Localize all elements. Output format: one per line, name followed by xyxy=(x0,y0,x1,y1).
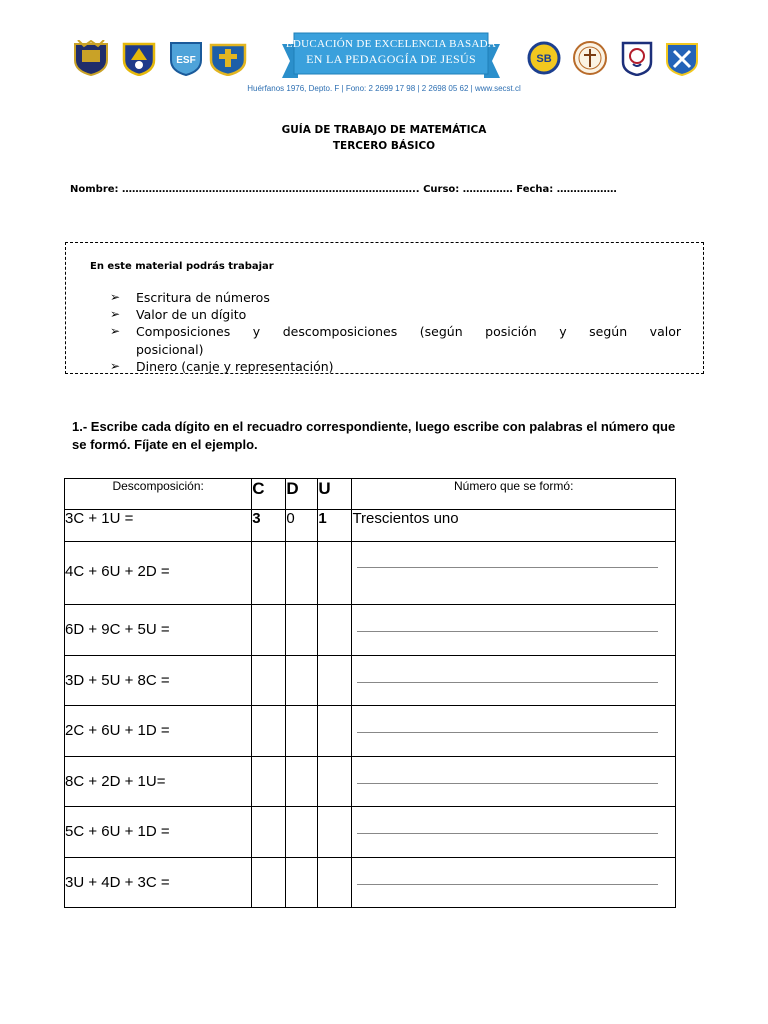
digit-cell-u[interactable] xyxy=(318,656,352,706)
arrow-bullet-icon: ➢ xyxy=(110,359,121,373)
row-expression: 3U + 4D + 3C = xyxy=(65,858,252,908)
answer-line xyxy=(357,732,658,733)
svg-text:SB: SB xyxy=(536,53,552,65)
contact-info: Huérfanos 1976, Depto. F | Fono: 2 2699 17 98 | 2 2698 05 62 | www.secst.cl xyxy=(247,84,521,93)
example-digit-c: 3 xyxy=(252,510,286,542)
digit-cell-c[interactable] xyxy=(252,706,286,757)
topic-label: posicional) xyxy=(136,342,204,357)
motto-banner xyxy=(282,30,500,82)
header-decomposition: Descomposición: xyxy=(65,479,252,510)
school-logo-2 xyxy=(120,40,158,76)
digit-cell-d[interactable] xyxy=(286,656,318,706)
exercise-row xyxy=(65,706,676,757)
answer-cell[interactable] xyxy=(352,706,676,757)
row-expression: 4C + 6U + 2D = xyxy=(65,542,252,605)
row-expression: 3D + 5U + 8C = xyxy=(65,656,252,706)
digit-cell-u[interactable] xyxy=(318,706,352,757)
exercise-row xyxy=(65,757,676,807)
digit-cell-d[interactable] xyxy=(286,757,318,807)
row-expression: 2C + 6U + 1D = xyxy=(65,706,252,757)
digit-cell-c[interactable] xyxy=(252,542,286,605)
answer-line xyxy=(357,567,658,568)
answer-cell[interactable] xyxy=(352,542,676,605)
digit-cell-u[interactable] xyxy=(318,605,352,656)
table-header-row xyxy=(65,479,676,510)
exercise-row xyxy=(65,807,676,858)
digit-cell-c[interactable] xyxy=(252,656,286,706)
answer-line xyxy=(357,682,658,683)
topics-intro: En este material podrás trabajar xyxy=(90,261,274,272)
digit-cell-u[interactable] xyxy=(318,757,352,807)
document-title: GUÍA DE TRABAJO DE MATEMÁTICA xyxy=(281,124,487,136)
question-1: 1.- Escribe cada dígito en el recuadro correspondiente, luego escribe con palabras el número que se formó. Fíjate en el ejemplo. xyxy=(72,419,676,452)
topics-box xyxy=(65,242,704,374)
exercise-row xyxy=(65,605,676,656)
example-row xyxy=(65,510,676,542)
svg-text:ESF: ESF xyxy=(176,55,196,66)
arrow-bullet-icon: ➢ xyxy=(110,307,121,321)
answer-cell[interactable] xyxy=(352,858,676,908)
row-expression: 8C + 2D + 1U= xyxy=(65,757,252,807)
row-expression: 6D + 9C + 5U = xyxy=(65,605,252,656)
school-logo-5 xyxy=(525,40,563,76)
arrow-bullet-icon: ➢ xyxy=(110,290,121,304)
header-d: D xyxy=(286,479,318,510)
answer-line xyxy=(357,783,658,784)
digit-cell-u[interactable] xyxy=(318,807,352,858)
school-logo-3 xyxy=(167,40,205,76)
digit-cell-u[interactable] xyxy=(318,858,352,908)
topic-label: Dinero (canje y representación) xyxy=(136,359,334,374)
school-logo-1 xyxy=(72,40,110,76)
digit-cell-c[interactable] xyxy=(252,605,286,656)
answer-cell[interactable] xyxy=(352,807,676,858)
banner-line-1: EDUCACIÓN DE EXCELENCIA BASADA xyxy=(285,38,497,50)
example-expression: 3C + 1U = xyxy=(65,510,252,542)
school-logo-4 xyxy=(208,40,246,76)
digit-cell-d[interactable] xyxy=(286,858,318,908)
digit-cell-d[interactable] xyxy=(286,542,318,605)
answer-cell[interactable] xyxy=(352,656,676,706)
digit-cell-c[interactable] xyxy=(252,858,286,908)
digit-cell-d[interactable] xyxy=(286,605,318,656)
answer-line xyxy=(357,833,658,834)
answer-line xyxy=(357,884,658,885)
arrow-bullet-icon: ➢ xyxy=(110,324,121,338)
example-digit-u: 1 xyxy=(318,510,352,542)
digit-cell-c[interactable] xyxy=(252,807,286,858)
exercise-row xyxy=(65,542,676,605)
topic-label: Valor de un dígito xyxy=(136,307,247,322)
document-subtitle: TERCERO BÁSICO xyxy=(332,140,436,152)
banner-line-2: EN LA PEDAGOGÍA DE JESÚS xyxy=(306,52,476,66)
answer-cell[interactable] xyxy=(352,605,676,656)
header-c: C xyxy=(252,479,286,510)
exercise-row xyxy=(65,656,676,706)
example-words: Trescientos uno xyxy=(352,510,676,542)
example-digit-d: 0 xyxy=(286,510,318,542)
digit-cell-u[interactable] xyxy=(318,542,352,605)
school-logo-7 xyxy=(620,40,658,76)
answer-cell[interactable] xyxy=(352,757,676,807)
school-logo-8 xyxy=(664,40,702,76)
digit-cell-d[interactable] xyxy=(286,706,318,757)
answer-line xyxy=(357,631,658,632)
exercise-table xyxy=(64,478,676,908)
topic-label: Composiciones y descomposiciones (según posición y según valor xyxy=(136,324,681,339)
header-number: Número que se formó: xyxy=(352,479,676,510)
row-expression: 5C + 6U + 1D = xyxy=(65,807,252,858)
header-u: U xyxy=(318,479,352,510)
student-info-line[interactable]: Nombre: …………………………………………………………………………….. Curso: …………… Fecha: ……………… xyxy=(70,184,617,195)
digit-cell-d[interactable] xyxy=(286,807,318,858)
digit-cell-c[interactable] xyxy=(252,757,286,807)
school-logo-6 xyxy=(571,40,609,76)
topic-label: Escritura de números xyxy=(136,290,270,305)
exercise-row xyxy=(65,858,676,908)
